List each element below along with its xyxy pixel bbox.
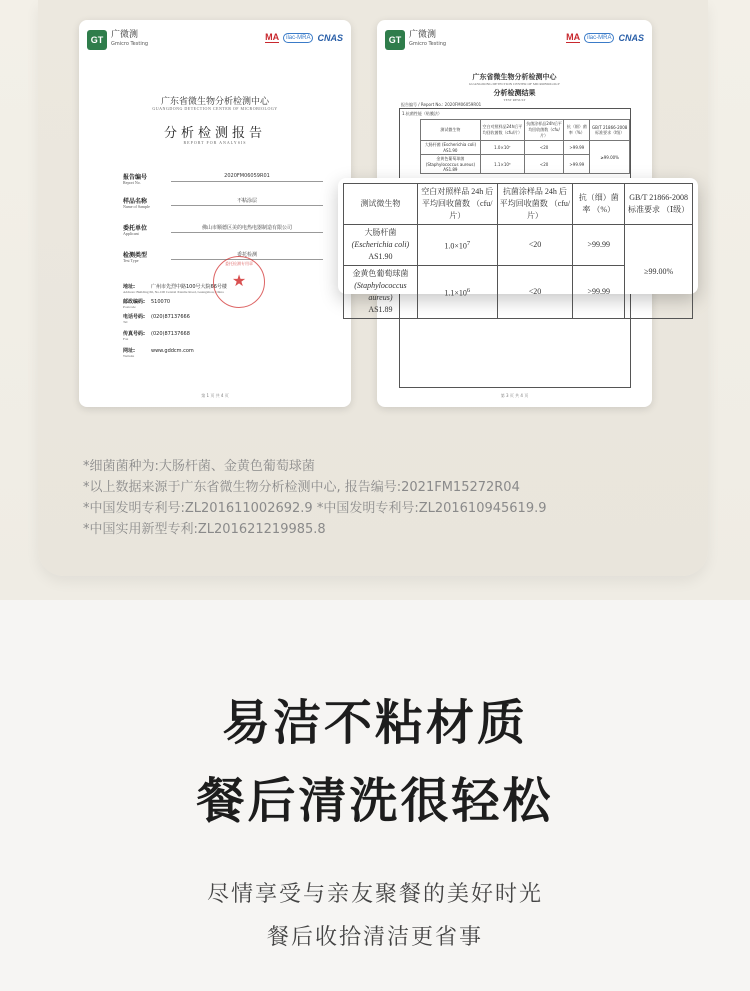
field-value: 2020FM06059R01 (171, 173, 323, 182)
header-microbe: 测试微生物 (344, 184, 418, 225)
subline-1: 尽情享受与亲友聚餐的美好时光 (206, 882, 543, 907)
field-sample-name (123, 196, 323, 214)
stamp-text: 委托检测专用章 (225, 261, 253, 266)
field-value: 委托检测 (171, 251, 323, 260)
org-name: 广东省微生物分析检测中心 (472, 73, 557, 81)
contact-tel (123, 313, 190, 320)
footnote: *以上数据来源于广东省微生物分析检测中心, 报告编号:2021FM15272R04 (83, 480, 520, 495)
field-value: 不粘涂层 (171, 197, 323, 206)
table-cell: <20 (524, 155, 563, 174)
microbe-cell (344, 225, 418, 266)
table-cell: 1.1×10⁶ (480, 155, 524, 174)
page-number: 第 3 页 共 4 页 (500, 393, 529, 398)
contact-value: 广州市先烈中路100号大院66号楼 (151, 284, 227, 290)
table-cell: GB/T 21866-2008标准要求（Ⅰ级） (590, 120, 630, 141)
blank-exponent: 7 (466, 239, 471, 247)
blank-count-cell (417, 266, 497, 319)
gt-logo-icon: GT (87, 30, 107, 50)
result-table (343, 183, 693, 319)
field-label: 检测类型 (123, 252, 148, 259)
microbe-strain: AS1.90 (368, 252, 393, 261)
contact-postcode (123, 298, 170, 305)
contact-website-en: Website (123, 354, 135, 358)
table-cell: >99.99 (564, 141, 590, 155)
header-blank-count: 空白对照样品 24h 后平均回收菌数 （cfu/片） (417, 184, 497, 225)
table-cell: 测试微生物 (421, 120, 481, 141)
report-header (87, 30, 343, 58)
logo-name: 广微测 (111, 30, 139, 40)
header-treated-count: 抗菌涂样品 24h 后平均回收菌数 （cfu/片） (497, 184, 573, 225)
logo-english: Gmicro Testing (409, 41, 447, 47)
antibacterial-rate: >99.99 (573, 225, 625, 266)
table-cell: 金黄色葡萄球菌 (Staphylococcus aureus) AS1.89 (421, 155, 481, 174)
microbe-cell (344, 266, 418, 319)
contact-address-en: Address: Building 66, No.100 Central Xianlie Road, Guangzhou, China (123, 290, 224, 294)
contact-fax-en: Fax (123, 337, 129, 341)
blank-count-cell (417, 225, 497, 266)
field-label: 报告编号 (123, 174, 148, 181)
contact-label: 地址: (123, 284, 135, 290)
table-row (344, 225, 693, 266)
magnified-result-table (338, 178, 698, 314)
contact-fax (123, 330, 190, 337)
logo-name: 广微测 (409, 30, 437, 40)
contact-postcode-en: Postcode (123, 305, 136, 309)
footnote: *细菌菌种为:大肠杆菌、金黄色葡萄球菌 (83, 459, 315, 474)
cma-logo-icon: MA (566, 32, 581, 42)
microbe-latin: (Escherichia coli) (351, 240, 410, 249)
cma-logo-icon: MA (265, 32, 280, 42)
microbe-name: 金黄色葡萄球菌 (352, 269, 409, 278)
cnas-logo-icon: CNAS (317, 32, 343, 43)
field-label-en: Applicant (123, 231, 139, 236)
header-rate: 抗（细）菌率 （%） (573, 184, 625, 225)
report-title-en: REPORT FOR ANALYSIS (183, 140, 247, 145)
field-value: 佛山市顺德区美的电热电器制造有限公司 (171, 224, 323, 233)
contact-value: www.gddcm.com (151, 348, 194, 354)
standard-requirement: ≥99.00% (625, 225, 693, 319)
report-title: 分析检测报告 (163, 126, 266, 141)
report-cover-page (79, 20, 351, 407)
org-name-en: GUANGDONG DETECTION CENTER OF MICROBIOLOGY (152, 106, 278, 111)
microbe-latin: (Staphylococcus aureus) (354, 281, 407, 302)
ilac-mra-logo-icon: ilac-MRA (584, 33, 614, 43)
subline-2: 餐后收拾清洁更省事 (266, 925, 483, 950)
field-label: 样品名称 (123, 198, 148, 205)
page-number: 第 1 页 共 4 页 (201, 393, 229, 398)
contact-label: 传真号码: (123, 331, 145, 337)
result-title: 分析检测结果 (493, 89, 536, 97)
logo-english: Gmicro Testing (111, 41, 149, 47)
footnotes (83, 456, 683, 540)
field-label-en: Name of Sample (123, 204, 150, 209)
table-cell: ≥99.00% (590, 141, 630, 174)
footnote: *中国实用新型专利:ZL201621219985.8 (83, 522, 326, 537)
contact-value: (020)87137668 (151, 331, 190, 337)
table-cell: 空白对照样品24h后平均回收菌数（cfu/片） (480, 120, 524, 141)
table-cell: <20 (524, 141, 563, 155)
cnas-logo-icon: CNAS (618, 32, 644, 43)
result-caption: 1.抗菌性能（贴膜法） (402, 111, 442, 116)
contact-address (123, 283, 227, 290)
org-name: 广东省微生物分析检测中心 (160, 97, 269, 107)
mini-result-table (420, 119, 630, 174)
table-cell: 大肠杆菌 (Escherichia coli) AS1.90 (421, 141, 481, 155)
microbe-name: 大肠杆菌 (364, 228, 397, 237)
blank-exponent: 6 (466, 286, 471, 294)
blank-count: 1.1×10 (444, 288, 467, 298)
header-standard: GB/T 21866-2008 标准要求 （Ⅰ级） (625, 184, 693, 225)
antibacterial-rate: >99.99 (573, 266, 625, 319)
star-icon: ★ (231, 271, 247, 290)
footnote: *中国发明专利号:ZL201611002692.9 *中国发明专利号:ZL201610945619.9 (83, 501, 547, 516)
gt-logo-icon: GT (385, 30, 405, 50)
result-title-en: TEST RESULT (503, 98, 526, 102)
red-seal-stamp (213, 256, 265, 308)
contact-tel-en: Tel (123, 320, 128, 324)
field-label-en: Report No. (123, 180, 141, 185)
headline-line-2: 餐后清洗很轻松 (196, 773, 554, 829)
blank-count: 1.0×10 (444, 241, 467, 251)
treated-count: <20 (497, 266, 573, 319)
field-applicant (123, 223, 323, 241)
table-row (421, 120, 630, 141)
table-row (421, 141, 630, 155)
cert-logos (265, 32, 343, 43)
microbe-strain: AS1.89 (368, 305, 393, 314)
report-number: 报告编号 / Report No.: 2020FM06059R01 (401, 102, 482, 107)
table-header-row (344, 184, 693, 225)
treated-count: <20 (497, 225, 573, 266)
contact-value: 510070 (151, 299, 171, 305)
org-name-en: GUANGDONG DETECTION CENTER OF MICROBIOLOGY (468, 82, 561, 86)
field-report-no (123, 172, 323, 190)
table-cell: >99.99 (564, 155, 590, 174)
contact-label: 邮政编码: (123, 299, 145, 305)
ilac-mra-logo-icon: ilac-MRA (283, 33, 313, 43)
table-cell: 1.0×10⁷ (480, 141, 524, 155)
field-label: 委托单位 (123, 225, 148, 232)
table-cell: 抗菌涂样品24h后平均回收菌数（cfu/片） (524, 120, 563, 141)
report-header (385, 30, 644, 58)
contact-label: 电话号码: (123, 314, 145, 320)
contact-label: 网址: (123, 348, 135, 354)
headline-line-1: 易洁不粘材质 (221, 695, 528, 751)
table-cell: 抗（细）菌率（%） (564, 120, 590, 141)
cert-logos (566, 32, 644, 43)
field-label-en: Test Type (123, 258, 139, 263)
contact-value: (020)87137666 (151, 314, 190, 320)
contact-website (123, 347, 194, 354)
